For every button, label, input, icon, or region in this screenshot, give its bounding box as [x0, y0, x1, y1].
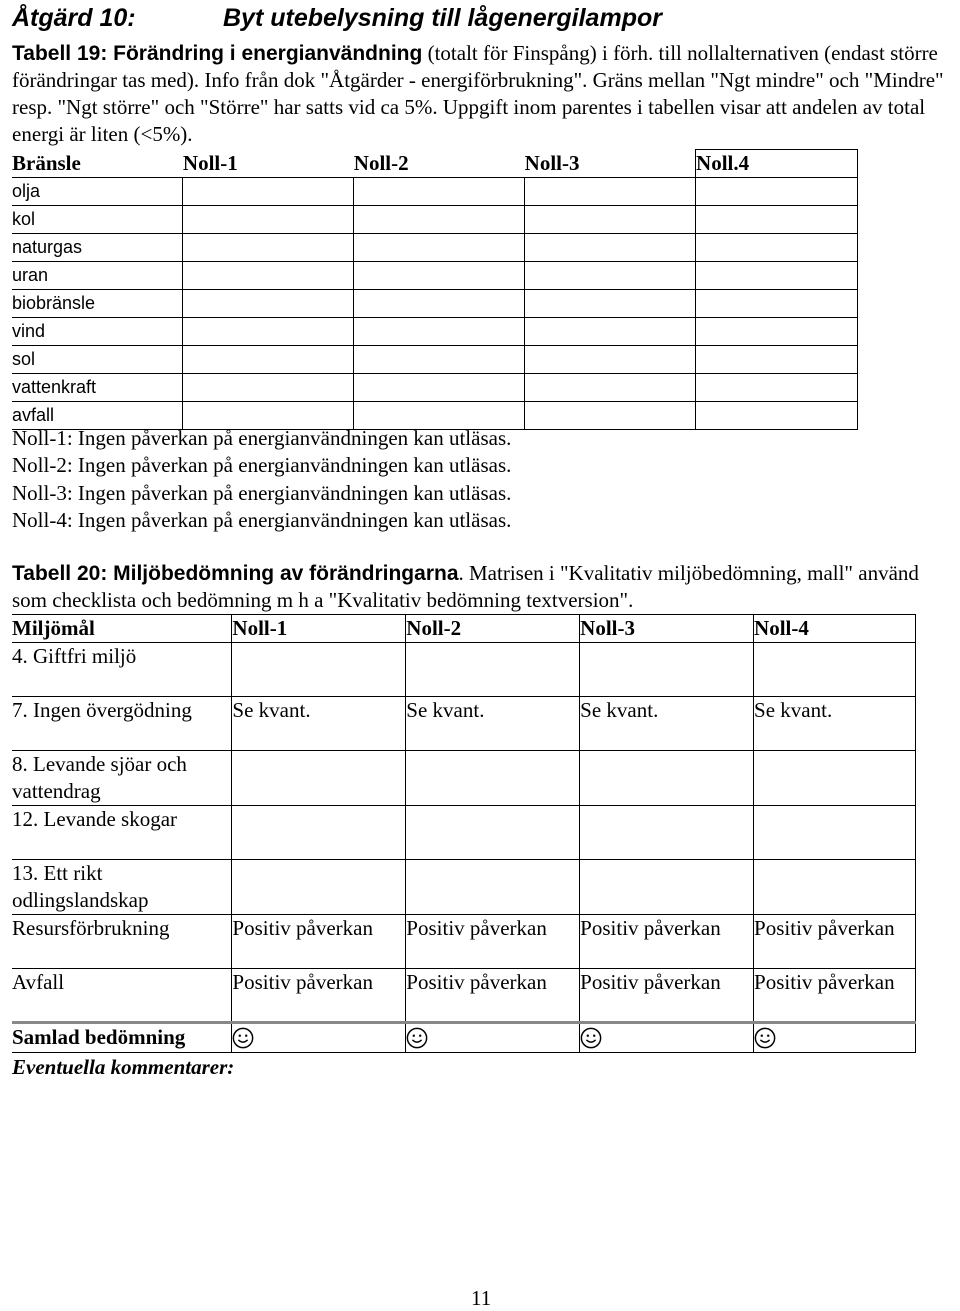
table-cell — [354, 346, 525, 374]
table-cell — [232, 751, 406, 806]
table-cell — [183, 318, 354, 346]
table-cell — [183, 290, 354, 318]
table-row — [12, 290, 858, 318]
goal-label: 8. Levande sjöar och vattendrag — [12, 751, 232, 806]
table-cell — [525, 262, 696, 290]
fuel-label: vind — [12, 318, 183, 346]
table-cell — [754, 643, 916, 697]
goal-label: 12. Levande skogar — [12, 806, 232, 860]
fuel-label: kol — [12, 206, 183, 234]
table-cell — [525, 346, 696, 374]
column-header: Noll.4 — [696, 150, 858, 178]
goal-label: 13. Ett rikt odlingslandskap — [12, 860, 232, 915]
table-cell — [525, 178, 696, 206]
measure-title: Byt utebelysning till lågenergilampor — [223, 4, 662, 32]
table-cell — [406, 643, 580, 697]
fuel-label: naturgas — [12, 234, 183, 262]
table-cell: Positiv påverkan — [580, 969, 754, 1023]
table19-caption — [12, 40, 958, 148]
table-row — [12, 969, 916, 1023]
fuel-label: vattenkraft — [12, 374, 183, 402]
table-cell: Se kvant. — [580, 697, 754, 751]
smiley-icon — [754, 1027, 776, 1049]
table20-caption — [12, 560, 952, 614]
column-header: Miljömål — [12, 615, 232, 643]
table19-description: (totalt för Finspång) i förh. till nollalternativen (endast större förändringar tas med). Info från dok "Åtgärder - energiförbrukning". Gräns mellan "Ngt mindre" och "Mindre" resp. "Ngt större" och "Större" har satts vid ca 5%. Uppgift inom parentes i tabellen visar att andelen av total energi är liten (<5%). — [12, 41, 944, 146]
table-cell — [525, 374, 696, 402]
table-row — [12, 643, 916, 697]
table-cell — [696, 206, 858, 234]
table-cell — [354, 178, 525, 206]
summary-row — [12, 1023, 916, 1053]
table-cell — [183, 206, 354, 234]
table-cell — [354, 374, 525, 402]
fuel-label: avfall — [12, 402, 183, 430]
column-header: Noll-2 — [353, 150, 409, 175]
table-cell — [525, 402, 696, 430]
table-cell — [696, 346, 858, 374]
table-cell — [754, 860, 916, 915]
goal-label: Avfall — [12, 969, 232, 1023]
table-cell — [525, 234, 696, 262]
measure-heading — [12, 4, 662, 33]
table-row — [12, 751, 916, 806]
note-line: Noll-4: Ingen påverkan på energianvändningen kan utläsas. — [12, 507, 512, 532]
table-cell — [580, 751, 754, 806]
column-header: Noll-4 — [754, 615, 916, 643]
table-cell: Positiv påverkan — [754, 915, 916, 969]
table-cell — [354, 318, 525, 346]
summary-cell — [754, 1023, 916, 1053]
environmental-assessment-table — [12, 614, 916, 1053]
goal-label: 4. Giftfri miljö — [12, 643, 232, 697]
column-header: Noll-2 — [406, 615, 580, 643]
table-cell — [232, 643, 406, 697]
table-row — [12, 262, 858, 290]
table-cell — [696, 374, 858, 402]
summary-cell — [580, 1023, 754, 1053]
table-cell: Positiv påverkan — [580, 915, 754, 969]
table-cell: Positiv påverkan — [406, 969, 580, 1023]
summary-label: Samlad bedömning — [12, 1023, 232, 1053]
table-cell — [525, 318, 696, 346]
table-cell — [696, 178, 858, 206]
table-row — [12, 697, 916, 751]
fuel-label: sol — [12, 346, 183, 374]
table-cell — [406, 860, 580, 915]
table-header-row — [12, 150, 858, 178]
table-cell — [696, 318, 858, 346]
summary-cell — [406, 1023, 580, 1053]
fuel-label: olja — [12, 178, 183, 206]
table-cell — [183, 346, 354, 374]
table-cell — [183, 262, 354, 290]
fuel-label: uran — [12, 262, 183, 290]
table-cell: Positiv påverkan — [232, 969, 406, 1023]
table-cell: Se kvant. — [754, 697, 916, 751]
column-header: Noll-1 — [182, 150, 238, 175]
table-cell: Positiv påverkan — [232, 915, 406, 969]
column-header: Noll-3 — [580, 615, 754, 643]
table20-description: . Matrisen i "Kvalitativ miljöbedömning, mall" använd som checklista och bedömning m h a "Kvalitativ bedömning textversion". — [12, 561, 919, 612]
table-cell: Se kvant. — [406, 697, 580, 751]
table-cell — [183, 234, 354, 262]
table-cell: Positiv påverkan — [406, 915, 580, 969]
table-cell — [754, 751, 916, 806]
smiley-icon — [580, 1027, 602, 1049]
table-cell — [232, 806, 406, 860]
table-cell — [525, 290, 696, 318]
table-cell — [183, 374, 354, 402]
table-cell — [696, 290, 858, 318]
table-cell — [354, 290, 525, 318]
table-cell — [754, 806, 916, 860]
table-cell — [525, 206, 696, 234]
measure-number: Åtgärd 10: — [12, 4, 136, 32]
table-row — [12, 234, 858, 262]
table-cell — [406, 751, 580, 806]
table-row — [12, 318, 858, 346]
table-header-row — [12, 615, 916, 643]
table-cell — [406, 806, 580, 860]
goal-label: 7. Ingen övergödning — [12, 697, 232, 751]
column-header: Bränsle — [12, 150, 81, 175]
note-line: Noll-3: Ingen påverkan på energianvändningen kan utläsas. — [12, 480, 512, 505]
table-cell — [696, 262, 858, 290]
table-row — [12, 346, 858, 374]
table-cell — [696, 402, 858, 430]
goal-label: Resursförbrukning — [12, 915, 232, 969]
summary-cell — [232, 1023, 406, 1053]
table-cell — [183, 178, 354, 206]
column-header: Noll-1 — [232, 615, 406, 643]
table-cell: Se kvant. — [232, 697, 406, 751]
table-row — [12, 860, 916, 915]
note-line: Noll-1: Ingen påverkan på energianvändningen kan utläsas. — [12, 426, 512, 450]
column-header: Noll-3 — [524, 150, 580, 175]
table-cell: Positiv påverkan — [754, 969, 916, 1023]
table-cell — [232, 860, 406, 915]
table-cell — [580, 806, 754, 860]
energy-change-table — [12, 149, 858, 430]
table-cell — [580, 643, 754, 697]
table-cell — [354, 262, 525, 290]
page-number: 11 — [471, 1286, 492, 1310]
fuel-label: biobränsle — [12, 290, 183, 318]
table20-title: Tabell 20: Miljöbedömning av förändringarna — [12, 562, 459, 585]
table-cell — [580, 860, 754, 915]
table-row — [12, 206, 858, 234]
table-cell — [354, 206, 525, 234]
table19-notes — [12, 425, 511, 534]
table-row — [12, 915, 916, 969]
table19-title: Tabell 19: Förändring i energianvändning — [12, 42, 423, 65]
table-row — [12, 178, 858, 206]
note-line: Noll-2: Ingen påverkan på energianvändningen kan utläsas. — [12, 453, 512, 478]
table-row — [12, 374, 858, 402]
table-row — [12, 806, 916, 860]
smiley-icon — [406, 1027, 428, 1049]
table-cell — [354, 234, 525, 262]
table-cell — [696, 234, 858, 262]
smiley-icon — [232, 1027, 254, 1049]
comments-label: Eventuella kommentarer: — [12, 1055, 235, 1079]
